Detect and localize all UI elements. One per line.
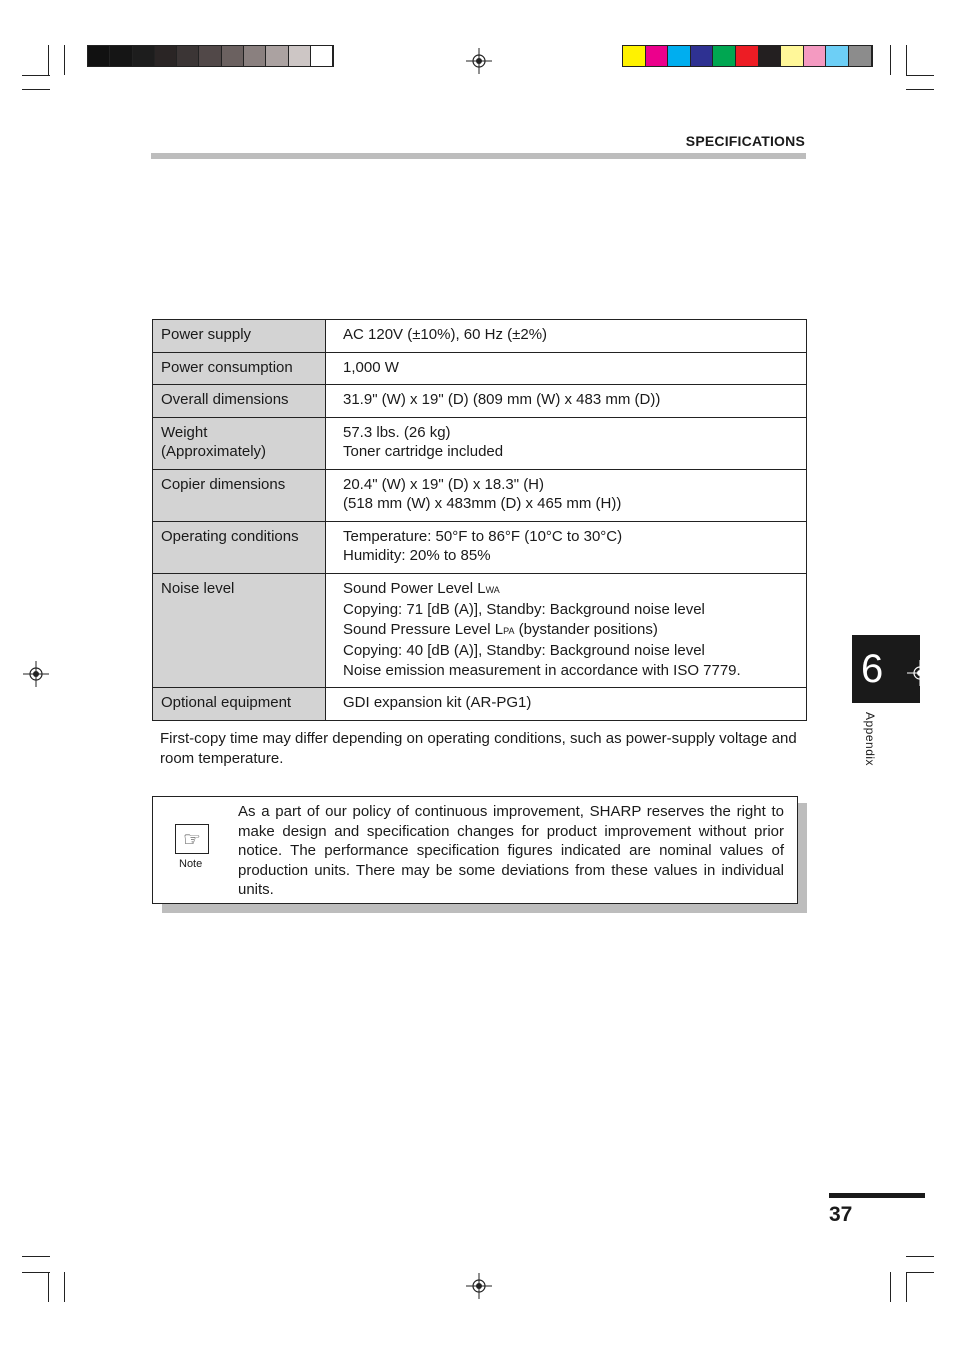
color-swatch bbox=[646, 46, 669, 66]
registration-target-icon bbox=[23, 661, 49, 687]
crop-mark bbox=[906, 45, 907, 75]
crop-mark bbox=[22, 1272, 50, 1273]
color-swatch bbox=[199, 46, 221, 66]
crop-mark bbox=[890, 45, 891, 75]
spec-value: GDI expansion kit (AR-PG1) bbox=[326, 688, 807, 721]
page-number: 37 bbox=[829, 1203, 853, 1226]
crop-mark bbox=[22, 1256, 50, 1257]
color-swatch bbox=[311, 46, 333, 66]
crop-mark bbox=[22, 89, 50, 90]
crop-mark bbox=[906, 1272, 907, 1302]
spec-label: Operating conditions bbox=[153, 521, 326, 573]
note-text: As a part of our policy of continuous improvement, SHARP reserves the right to make design and specification changes for product improvement without prior notice. The performance specification figures indicated are nominal values of production units. There may be some deviations from these values in individual units. bbox=[238, 803, 784, 898]
note-box bbox=[152, 796, 798, 904]
specifications-table bbox=[152, 319, 807, 721]
registration-target-icon bbox=[466, 48, 492, 74]
crop-mark bbox=[906, 89, 934, 90]
footnote: First-copy time may differ depending on operating conditions, such as power-supply voltage and room temperature. bbox=[160, 730, 797, 767]
spec-label: Copier dimensions bbox=[153, 469, 326, 521]
spec-value: 1,000 W bbox=[326, 352, 807, 385]
pointing-hand-icon: ☞ bbox=[175, 824, 209, 854]
color-swatch bbox=[88, 46, 110, 66]
spec-value: AC 120V (±10%), 60 Hz (±2%) bbox=[326, 320, 807, 353]
crop-mark bbox=[64, 45, 65, 75]
crop-mark bbox=[48, 1272, 49, 1302]
spec-value: 31.9" (W) x 19" (D) (809 mm (W) x 483 mm (D)) bbox=[326, 385, 807, 418]
table-row bbox=[153, 352, 807, 385]
table-row bbox=[153, 320, 807, 353]
spec-label: Power supply bbox=[153, 320, 326, 353]
spec-label: Overall dimensions bbox=[153, 385, 326, 418]
color-swatch bbox=[713, 46, 736, 66]
header-rule bbox=[151, 153, 806, 159]
color-swatch bbox=[736, 46, 759, 66]
table-row bbox=[153, 469, 807, 521]
registration-target-icon bbox=[907, 660, 933, 686]
spec-value: Sound Power Level LWA Copying: 71 [dB (A)], Standby: Background noise level Sound Pressure Level LPA (bystander positions) Copying: 40 [dB (A)], Standby: Background noise level Noise emission measurement in accordance with ISO 7779. bbox=[326, 573, 807, 688]
note-label: Note bbox=[179, 858, 203, 870]
spec-value: 57.3 lbs. (26 kg) Toner cartridge included bbox=[326, 417, 807, 469]
chapter-tab: 6 bbox=[852, 635, 920, 703]
table-row bbox=[153, 417, 807, 469]
color-swatch bbox=[668, 46, 691, 66]
color-swatch bbox=[759, 46, 782, 66]
spec-label: Optional equipment bbox=[153, 688, 326, 721]
color-swatch bbox=[623, 46, 646, 66]
color-swatch bbox=[266, 46, 288, 66]
color-swatch bbox=[177, 46, 199, 66]
spec-value: Temperature: 50°F to 86°F (10°C to 30°C) Humidity: 20% to 85% bbox=[326, 521, 807, 573]
crop-mark bbox=[906, 1256, 934, 1257]
chapter-label: Appendix bbox=[863, 712, 877, 767]
table-row bbox=[153, 573, 807, 688]
spec-label: Power consumption bbox=[153, 352, 326, 385]
grey-calibration-bar bbox=[87, 45, 334, 67]
color-swatch bbox=[244, 46, 266, 66]
color-swatch bbox=[804, 46, 827, 66]
crop-mark bbox=[890, 1272, 891, 1302]
color-swatch bbox=[222, 46, 244, 66]
color-calibration-bar bbox=[622, 45, 873, 67]
section-title: SPECIFICATIONS bbox=[685, 133, 805, 149]
crop-mark bbox=[906, 75, 934, 76]
spec-label: Noise level bbox=[153, 573, 326, 688]
registration-target-icon bbox=[466, 1273, 492, 1299]
color-swatch bbox=[781, 46, 804, 66]
color-swatch bbox=[826, 46, 849, 66]
color-swatch bbox=[110, 46, 132, 66]
table-row bbox=[153, 521, 807, 573]
color-swatch bbox=[133, 46, 155, 66]
color-swatch bbox=[289, 46, 311, 66]
color-swatch bbox=[155, 46, 177, 66]
crop-mark bbox=[48, 45, 49, 75]
spec-label: Weight (Approximately) bbox=[153, 417, 326, 469]
color-swatch bbox=[849, 46, 872, 66]
spec-value: 20.4" (W) x 19" (D) x 18.3" (H) (518 mm (W) x 483mm (D) x 465 mm (H)) bbox=[326, 469, 807, 521]
color-swatch bbox=[691, 46, 714, 66]
crop-mark bbox=[906, 1272, 934, 1273]
crop-mark bbox=[22, 75, 50, 76]
table-row bbox=[153, 688, 807, 721]
crop-mark bbox=[64, 1272, 65, 1302]
table-row bbox=[153, 385, 807, 418]
page-number-rule bbox=[829, 1193, 925, 1198]
